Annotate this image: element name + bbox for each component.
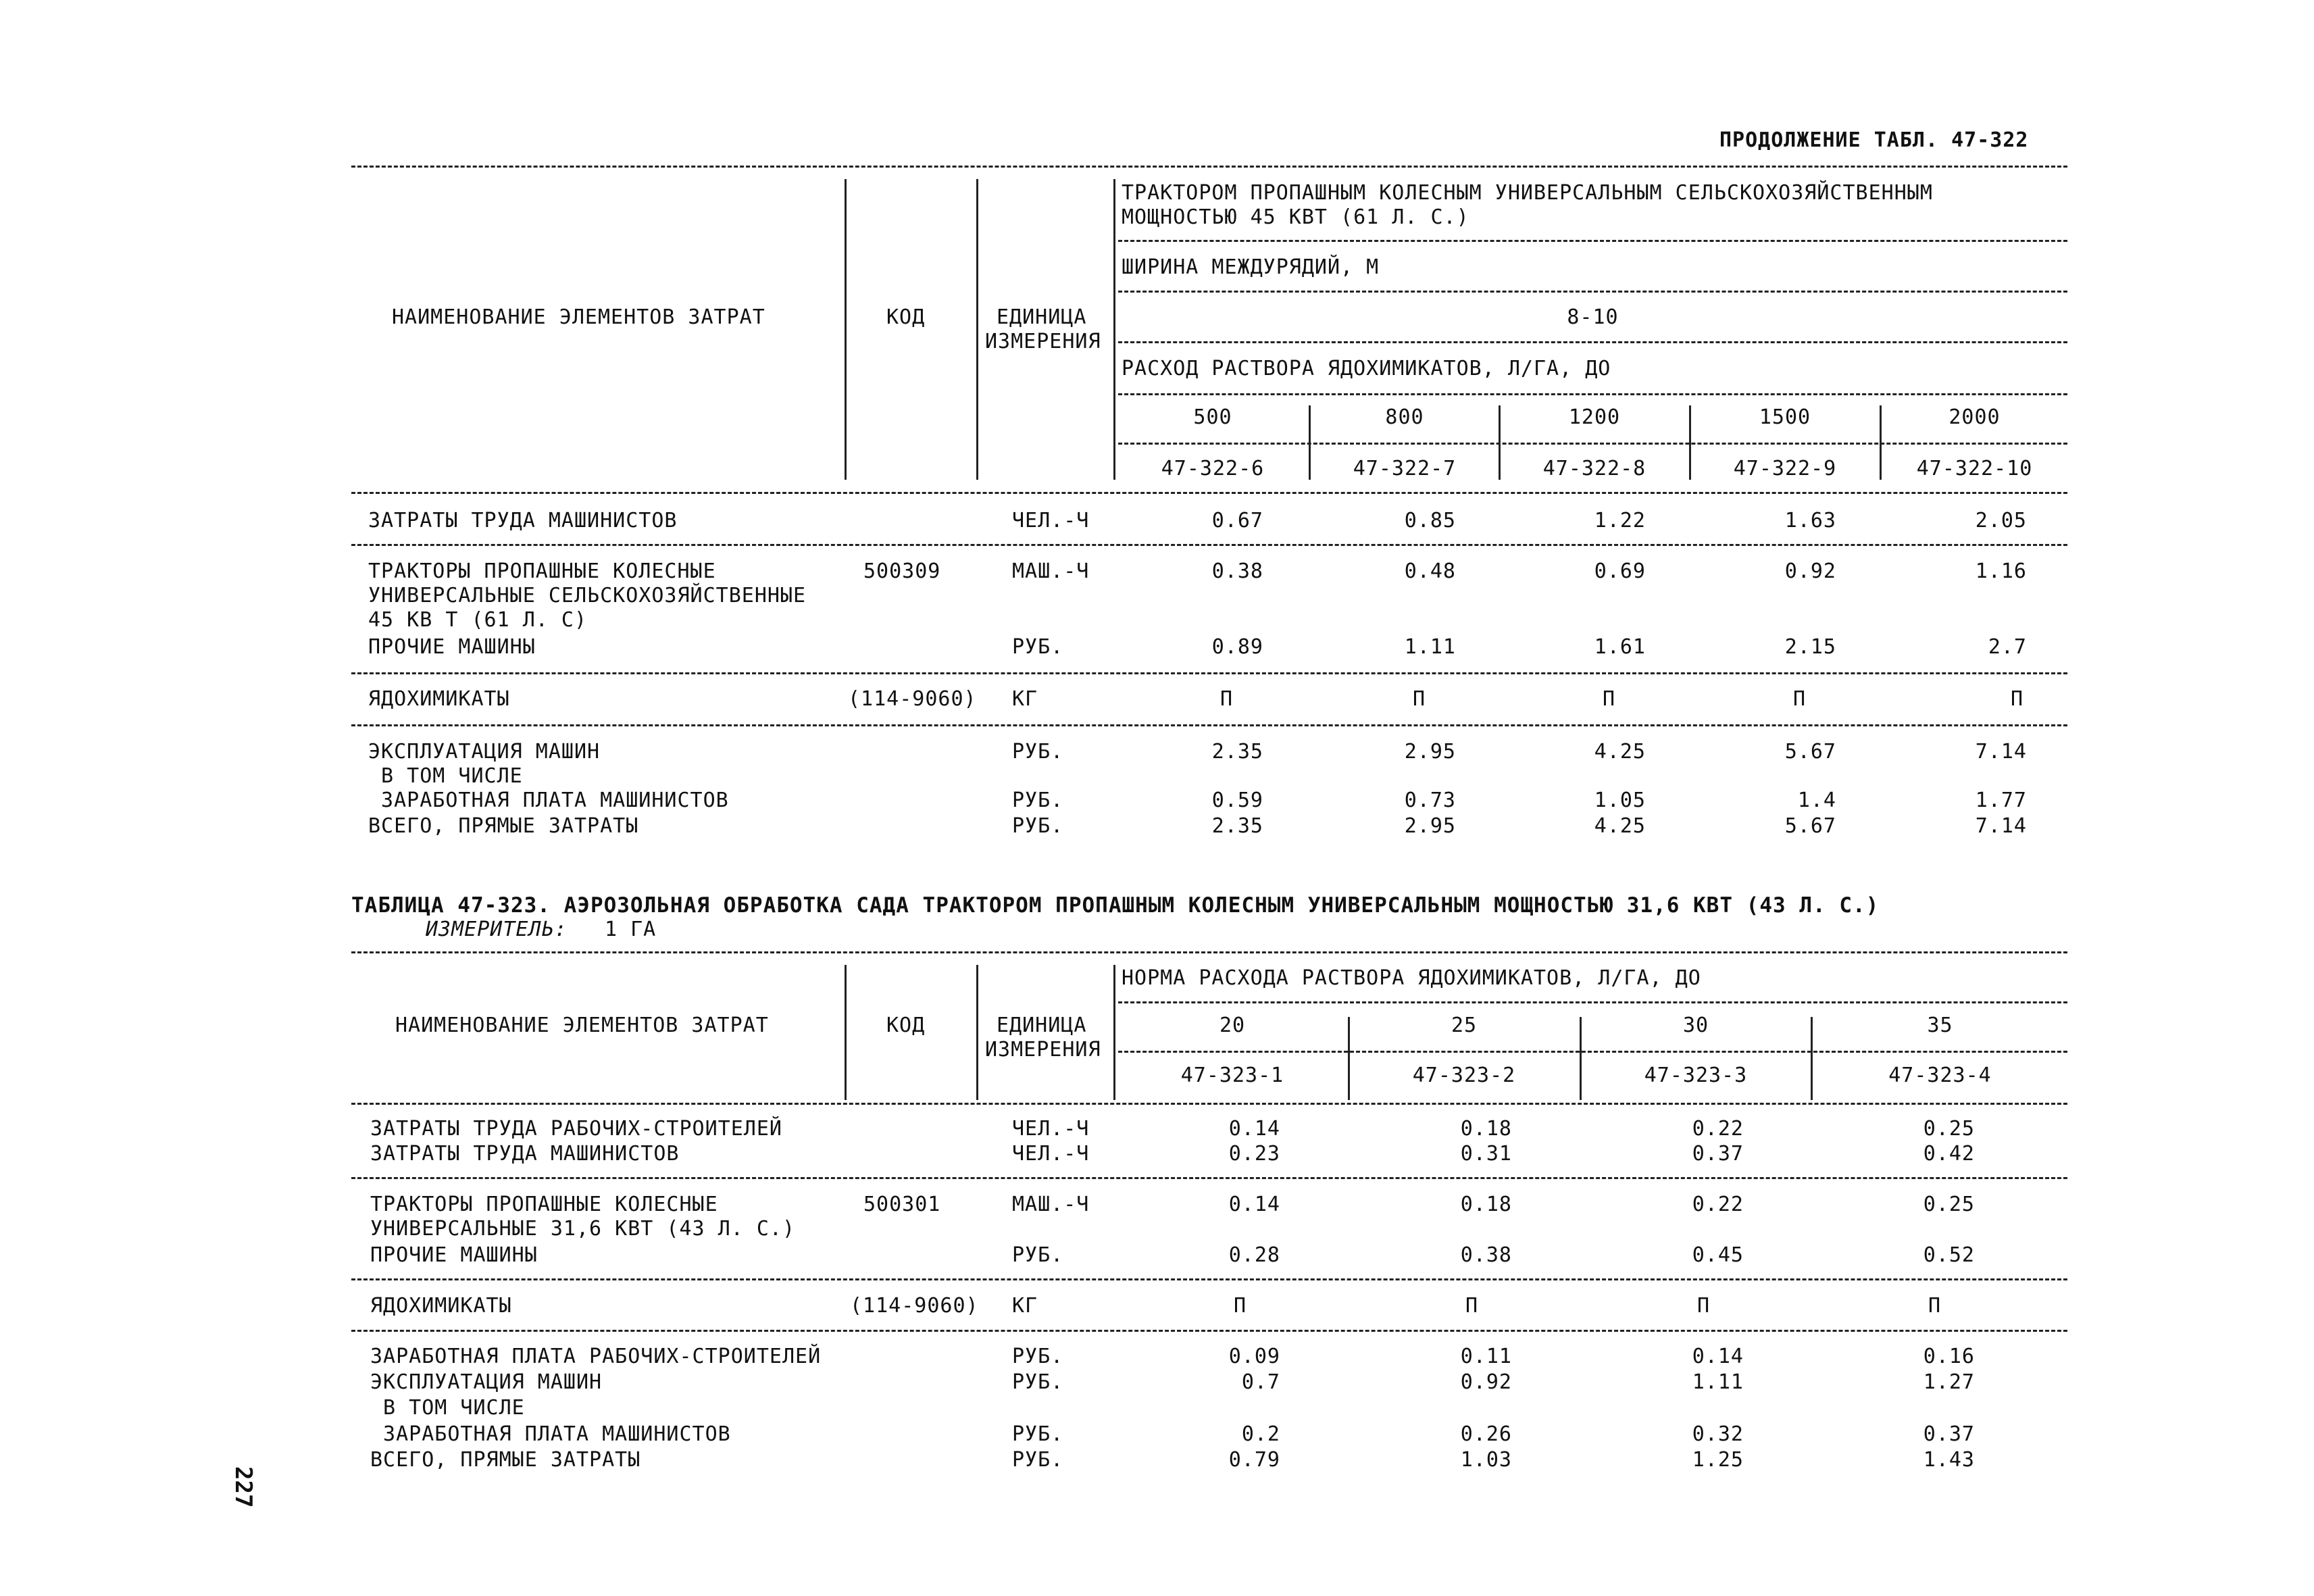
divider	[845, 179, 847, 480]
row-value: 2.95	[1404, 740, 1456, 764]
row-value: 1.11	[1692, 1370, 1744, 1394]
row-name: ЗАТРАТЫ ТРУДА МАШИНИСТОВ	[368, 509, 678, 532]
header-group-subtitle: МОЩНОСТЬЮ 45 КВТ (61 Л. С.)	[1122, 205, 1469, 229]
row-value: П	[1465, 1294, 1478, 1318]
row-value: П	[1602, 687, 1615, 711]
row-value: 0.18	[1460, 1117, 1512, 1141]
row-value: П	[1412, 687, 1426, 711]
row-name: ЭКСПЛУАТАЦИЯ МАШИН	[368, 740, 601, 764]
row-value: 0.69	[1594, 559, 1646, 583]
page-number: 227	[230, 1466, 257, 1508]
row-value: 0.2	[1241, 1422, 1280, 1446]
row-unit: МАШ.-Ч	[1012, 1193, 1090, 1216]
divider	[1118, 1051, 2067, 1053]
table-title: ТАБЛИЦА 47-323. АЭРОЗОЛЬНАЯ ОБРАБОТКА САДА ТРАКТОРОМ ПРОПАШНЫМ КОЛЕСНЫМ УНИВЕРСАЛЬНЫМ МОЩНОСТЬЮ 31,6 КВТ (43 Л. С.)	[351, 893, 1880, 918]
row-value: 0.32	[1692, 1422, 1744, 1446]
divider	[351, 166, 2067, 168]
header-flow-value: 35	[1927, 1014, 1953, 1037]
row-value: П	[2010, 687, 2023, 711]
row-value: 2.05	[1975, 509, 2027, 532]
row-value: 0.11	[1460, 1345, 1512, 1368]
row-unit: ЧЕЛ.-Ч	[1012, 1142, 1090, 1166]
header-flow-value: 20	[1219, 1014, 1246, 1037]
divider	[1118, 393, 2067, 395]
row-value: 1.25	[1692, 1448, 1744, 1472]
row-value: 0.67	[1211, 509, 1263, 532]
row-value: 0.92	[1784, 559, 1836, 583]
row-name: ВСЕГО, ПРЯМЫЕ ЗАТРАТЫ	[370, 1448, 641, 1472]
row-value: 0.85	[1404, 509, 1456, 532]
row-name: ЯДОХИМИКАТЫ	[370, 1294, 512, 1318]
row-name: ЭКСПЛУАТАЦИЯ МАШИН	[370, 1370, 603, 1394]
header-norm-code: 47-322-10	[1916, 457, 2033, 480]
row-value: 0.92	[1460, 1370, 1512, 1394]
header-code-column: КОД	[886, 305, 926, 329]
row-value: 0.42	[1923, 1142, 1975, 1166]
row-value: 2.35	[1211, 814, 1263, 838]
divider	[351, 672, 2067, 674]
row-value: 0.48	[1404, 559, 1456, 583]
row-unit: РУБ.	[1012, 1422, 1064, 1446]
row-value: 0.25	[1923, 1117, 1975, 1141]
header-code-column: КОД	[886, 1014, 926, 1037]
row-value: 1.4	[1797, 789, 1836, 812]
header-flow-value: 30	[1682, 1014, 1709, 1037]
row-value: 0.37	[1692, 1142, 1744, 1166]
row-value: 4.25	[1594, 740, 1646, 764]
row-value: П	[1219, 687, 1233, 711]
row-value: 0.7	[1241, 1370, 1280, 1394]
row-unit: МАШ.-Ч	[1012, 559, 1090, 583]
row-code: 500309	[863, 559, 941, 583]
row-unit: ЧЕЛ.-Ч	[1012, 1117, 1090, 1141]
row-value: 0.59	[1211, 789, 1263, 812]
divider	[1118, 443, 2067, 445]
row-name: УНИВЕРСАЛЬНЫЕ СЕЛЬСКОХОЗЯЙСТВЕННЫЕ	[368, 584, 807, 607]
header-name-column: НАИМЕНОВАНИЕ ЭЛЕМЕНТОВ ЗАТРАТ	[392, 305, 765, 329]
divider	[976, 179, 978, 480]
row-name: ЗАРАБОТНАЯ ПЛАТА МАШИНИСТОВ	[368, 789, 729, 812]
row-value: 0.89	[1211, 635, 1263, 659]
divider	[1118, 240, 2067, 242]
row-value: 0.23	[1228, 1142, 1280, 1166]
header-unit-column: ЕДИНИЦА	[997, 1014, 1087, 1037]
row-value: 0.31	[1460, 1142, 1512, 1166]
row-value: 1.27	[1923, 1370, 1975, 1394]
row-value: 7.14	[1975, 740, 2027, 764]
row-name: ЗАТРАТЫ ТРУДА МАШИНИСТОВ	[370, 1142, 680, 1166]
row-unit: РУБ.	[1012, 814, 1064, 838]
header-row-spacing-value: 8-10	[1567, 305, 1619, 329]
row-name: 45 КВ Т (61 Л. С)	[368, 608, 588, 632]
row-value: 0.14	[1692, 1345, 1744, 1368]
row-name: ЗАРАБОТНАЯ ПЛАТА РАБОЧИХ-СТРОИТЕЛЕЙ	[370, 1345, 822, 1368]
row-name: ТРАКТОРЫ ПРОПАШНЫЕ КОЛЕСНЫЕ	[370, 1193, 718, 1216]
header-flow-value: 25	[1451, 1014, 1478, 1037]
row-unit: РУБ.	[1012, 789, 1064, 812]
row-value: 0.16	[1923, 1345, 1975, 1368]
row-name: В ТОМ ЧИСЛЕ	[368, 764, 523, 788]
row-value: 4.25	[1594, 814, 1646, 838]
row-value: 0.18	[1460, 1193, 1512, 1216]
row-name: ЗАРАБОТНАЯ ПЛАТА МАШИНИСТОВ	[370, 1422, 731, 1446]
header-flow-value: 1200	[1568, 405, 1621, 429]
row-code: (114-9060)	[848, 687, 977, 711]
header-norm-code: 47-323-4	[1888, 1064, 1992, 1087]
row-value: 0.14	[1228, 1117, 1280, 1141]
divider	[351, 1278, 2067, 1280]
row-code: 500301	[863, 1193, 941, 1216]
row-value: 5.67	[1784, 740, 1836, 764]
row-name: УНИВЕРСАЛЬНЫЕ 31,6 КВТ (43 Л. С.)	[370, 1217, 796, 1241]
header-row-spacing-label: ШИРИНА МЕЖДУРЯДИЙ, М	[1122, 255, 1380, 279]
row-unit: КГ	[1012, 687, 1038, 711]
meter-value: 1 ГА	[605, 918, 657, 941]
row-name: ПРОЧИЕ МАШИНЫ	[370, 1243, 538, 1267]
divider	[351, 724, 2067, 726]
header-flow-value: 500	[1193, 405, 1232, 429]
row-unit: ЧЕЛ.-Ч	[1012, 509, 1090, 532]
row-unit: РУБ.	[1012, 1370, 1064, 1394]
row-value: 0.38	[1211, 559, 1263, 583]
divider	[1113, 179, 1115, 480]
row-value: 0.09	[1228, 1345, 1280, 1368]
header-unit-column-2: ИЗМЕРЕНИЯ	[985, 1038, 1101, 1062]
row-value: П	[1233, 1294, 1247, 1318]
row-value: 0.79	[1228, 1448, 1280, 1472]
row-value: 2.35	[1211, 740, 1263, 764]
header-group-title: ТРАКТОРОМ ПРОПАШНЫМ КОЛЕСНЫМ УНИВЕРСАЛЬНЫМ СЕЛЬСКОХОЗЯЙСТВЕННЫМ	[1122, 181, 1933, 205]
row-value: 0.37	[1923, 1422, 1975, 1446]
row-value: 1.03	[1460, 1448, 1512, 1472]
divider	[845, 965, 847, 1100]
row-unit: РУБ.	[1012, 1448, 1064, 1472]
row-value: 1.11	[1404, 635, 1456, 659]
row-value: П	[1696, 1294, 1710, 1318]
divider	[976, 965, 978, 1100]
row-value: 2.7	[1988, 635, 2027, 659]
row-name: ПРОЧИЕ МАШИНЫ	[368, 635, 536, 659]
header-norm-code: 47-322-7	[1353, 457, 1457, 480]
row-name: ЯДОХИМИКАТЫ	[368, 687, 510, 711]
divider	[1113, 965, 1115, 1100]
divider	[351, 544, 2067, 546]
divider	[1118, 1001, 2067, 1003]
row-value: 1.61	[1594, 635, 1646, 659]
header-norm-code: 47-322-6	[1161, 457, 1265, 480]
row-value: 2.95	[1404, 814, 1456, 838]
continuation-label: ПРОДОЛЖЕНИЕ ТАБЛ. 47-322	[1719, 128, 2029, 152]
row-value: 0.14	[1228, 1193, 1280, 1216]
header-flow-value: 1500	[1759, 405, 1811, 429]
divider	[1118, 341, 2067, 343]
row-name: ВСЕГО, ПРЯМЫЕ ЗАТРАТЫ	[368, 814, 639, 838]
row-unit: РУБ.	[1012, 740, 1064, 764]
row-name: ТРАКТОРЫ ПРОПАШНЫЕ КОЛЕСНЫЕ	[368, 559, 716, 583]
row-value: 7.14	[1975, 814, 2027, 838]
row-value: 5.67	[1784, 814, 1836, 838]
header-norm-code: 47-322-8	[1542, 457, 1646, 480]
header-unit-column-2: ИЗМЕРЕНИЯ	[985, 330, 1101, 353]
header-norm-code: 47-323-2	[1412, 1064, 1516, 1087]
header-unit-column: ЕДИНИЦА	[997, 305, 1087, 329]
meter-label: ИЗМЕРИТЕЛЬ:	[426, 918, 568, 941]
header-name-column: НАИМЕНОВАНИЕ ЭЛЕМЕНТОВ ЗАТРАТ	[395, 1014, 769, 1037]
row-unit: РУБ.	[1012, 1345, 1064, 1368]
row-value: 1.16	[1975, 559, 2027, 583]
header-flow-label: РАСХОД РАСТВОРА ЯДОХИМИКАТОВ, Л/ГА, ДО	[1122, 357, 1611, 380]
row-value: 1.63	[1784, 509, 1836, 532]
row-value: 1.77	[1975, 789, 2027, 812]
row-value: П	[1792, 687, 1806, 711]
row-value: 0.26	[1460, 1422, 1512, 1446]
divider	[351, 1177, 2067, 1179]
divider	[351, 492, 2067, 494]
row-code: (114-9060)	[850, 1294, 979, 1318]
row-unit: КГ	[1012, 1294, 1038, 1318]
row-value: 2.15	[1784, 635, 1836, 659]
header-flow-value: 800	[1385, 405, 1424, 429]
header-norm-code: 47-323-1	[1180, 1064, 1284, 1087]
row-value: 0.73	[1404, 789, 1456, 812]
row-value: 0.45	[1692, 1243, 1744, 1267]
header-flow-value: 2000	[1948, 405, 2001, 429]
divider	[1118, 291, 2067, 293]
header-norm-code: 47-323-3	[1644, 1064, 1748, 1087]
row-value: 1.22	[1594, 509, 1646, 532]
row-value: 0.25	[1923, 1193, 1975, 1216]
divider	[351, 1103, 2067, 1105]
row-unit: РУБ.	[1012, 1243, 1064, 1267]
row-value: 0.52	[1923, 1243, 1975, 1267]
row-value: П	[1928, 1294, 1941, 1318]
row-name: В ТОМ ЧИСЛЕ	[370, 1396, 525, 1420]
row-value: 1.43	[1923, 1448, 1975, 1472]
header-norm-code: 47-322-9	[1733, 457, 1837, 480]
row-value: 0.28	[1228, 1243, 1280, 1267]
divider	[351, 951, 2067, 953]
row-unit: РУБ.	[1012, 635, 1064, 659]
row-value: 0.38	[1460, 1243, 1512, 1267]
header-flow-label: НОРМА РАСХОДА РАСТВОРА ЯДОХИМИКАТОВ, Л/ГА, ДО	[1122, 966, 1701, 990]
divider	[351, 1330, 2067, 1332]
row-name: ЗАТРАТЫ ТРУДА РАБОЧИХ-СТРОИТЕЛЕЙ	[370, 1117, 782, 1141]
row-value: 1.05	[1594, 789, 1646, 812]
row-value: 0.22	[1692, 1117, 1744, 1141]
row-value: 0.22	[1692, 1193, 1744, 1216]
